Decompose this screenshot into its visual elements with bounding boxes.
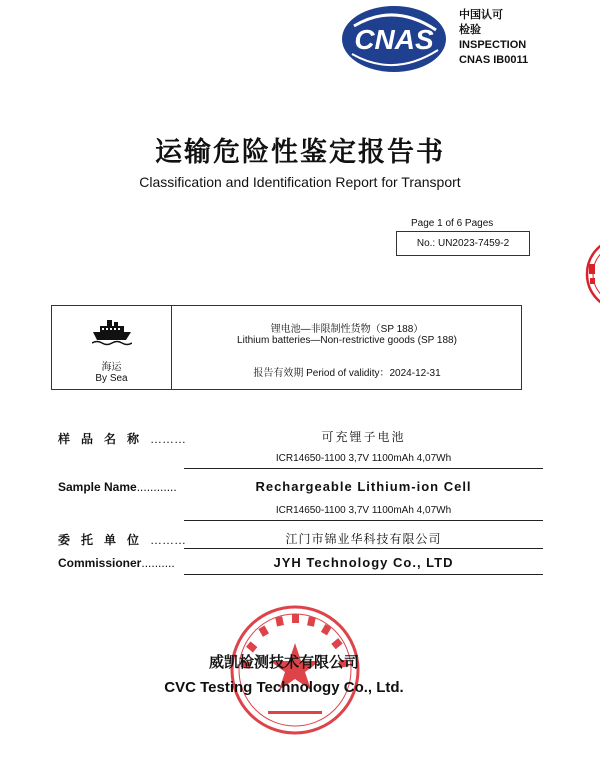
report-title-en: Classification and Identification Report for Transport xyxy=(139,174,461,190)
transport-classification-table xyxy=(51,305,522,390)
accreditation-text xyxy=(459,8,528,68)
commissioner-name-cn: 江门市锦业华科技有限公司 xyxy=(285,532,442,546)
issuer-name-cn: 威凯检测技术有限公司 xyxy=(208,654,359,671)
sample-name-dots-cn: ……… xyxy=(150,432,187,446)
report-number xyxy=(396,231,530,256)
cnas-logo xyxy=(340,4,448,74)
accreditation-line-1: 中国认可 xyxy=(459,9,503,21)
commissioner-label-cn-text: 委托单位 xyxy=(58,533,151,547)
accreditation-line-2: 检验 xyxy=(459,24,481,36)
underline xyxy=(184,468,543,469)
commissioner-dots-en: .......... xyxy=(141,556,175,570)
sample-name-dots-en: ............ xyxy=(136,480,177,494)
underline xyxy=(184,548,543,549)
transport-mode-cell xyxy=(52,306,172,389)
report-title-cn: 运输危险性鉴定报告书 xyxy=(155,137,445,168)
issuer-name-en: CVC Testing Technology Co., Ltd. xyxy=(164,679,404,696)
report-number-text: No.: UN2023-7459-2 xyxy=(416,238,510,249)
sample-spec-1: ICR14650-1100 3,7V 1100mAh 4,07Wh xyxy=(275,453,452,464)
commissioner-label-en xyxy=(58,556,175,570)
page-info: Page 1 of 6 Pages xyxy=(411,218,494,229)
transport-mode-en: By Sea xyxy=(95,373,128,384)
commissioner-label-en-text: Commissioner xyxy=(58,556,142,570)
sample-name-label-en xyxy=(58,480,177,494)
cnas-logo-text: CNAS xyxy=(354,24,434,55)
transport-mode-cn: 海运 xyxy=(101,362,122,373)
sample-name-label-cn-text: 样品名称 xyxy=(58,432,151,446)
sample-spec-2: ICR14650-1100 3,7V 1100mAh 4,07Wh xyxy=(275,505,452,516)
sample-name-cn: 可充锂子电池 xyxy=(321,430,406,444)
goods-classification-cell xyxy=(172,306,522,389)
accreditation-line-4: CNAS IB0011 xyxy=(459,54,529,66)
underline xyxy=(184,574,543,575)
partial-seal-stamp xyxy=(583,234,600,314)
sample-name-en: Rechargeable Lithium-ion Cell xyxy=(255,479,472,494)
goods-classification-cn: 锂电池—非限制性货物（SP 188） xyxy=(270,324,424,335)
sample-name-label-en-text: Sample Name xyxy=(58,480,137,494)
goods-classification-en: Lithium batteries—Non-restrictive goods (SP 188) xyxy=(237,335,457,346)
accreditation-line-3: INSPECTION xyxy=(459,39,527,51)
sample-name-label-cn xyxy=(58,430,186,447)
commissioner-dots-cn: ……… xyxy=(150,533,187,547)
validity-period: 报告有效期 Period of validity：2024-12-31 xyxy=(253,368,441,379)
commissioner-name-en: JYH Technology Co., LTD xyxy=(273,555,454,570)
commissioner-label-cn xyxy=(58,531,186,548)
underline xyxy=(184,520,543,521)
ship-icon xyxy=(92,318,132,346)
